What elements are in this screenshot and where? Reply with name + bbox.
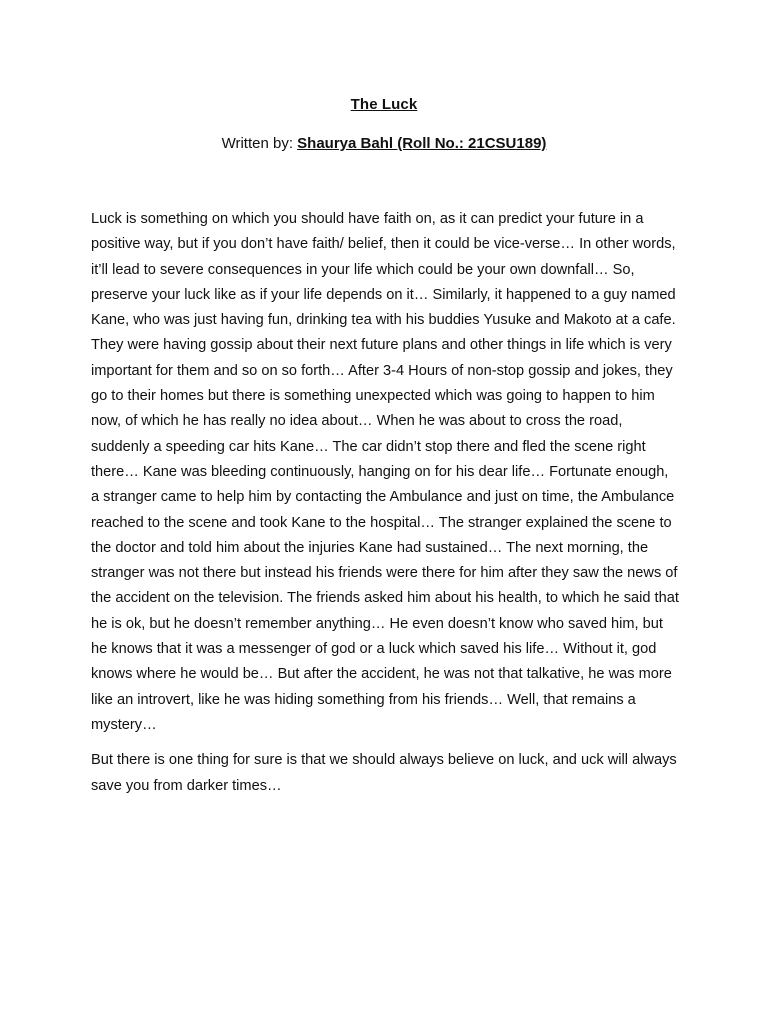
document-title: The Luck <box>350 96 418 113</box>
story-body <box>91 207 679 799</box>
byline-prefix: Written by: <box>221 135 298 152</box>
author-name: Shaurya Bahl (Roll No.: 21CSU189) <box>297 135 547 152</box>
byline <box>0 135 768 152</box>
paragraph-2: But there is one thing for sure is that we should always believe on luck, and uck will always save you from darker times… <box>91 752 677 794</box>
paragraph-1: Luck is something on which you should have faith on, as it can predict your future in a positive way, but if you don’t have faith/ belief, then it could be vice-verse… In other words, it’ll lead to severe consequences in your life which could be your own downfall… So, preserve your luck like as if your life depends on it… Similarly, it happened to a guy named Kane, who was just having fun, drinking tea with his buddies Yusuke and Makoto at a cafe. They were having gossip about their next future plans and other things in life which is very important for them and so on so forth… After 3-4 Hours of non-stop gossip and jokes, they go to their homes but there is something unexpected which was going to happen to him now, of which he has really no idea about… When he was about to cross the road, suddenly a speeding car hits Kane… The car didn’t stop there and fled the scene right there… Kane was bleeding continuously, hanging on for his dear life… Fortunate enough, a stranger came to help him by contacting the Ambulance and just on time, the Ambulance reached to the scene and took Kane to the hospital… The stranger explained the scene to the doctor and told him about the injuries Kane had sustained… The next morning, the stranger was not there but instead his friends were there for him after they saw the news of the accident on the television. The friends asked him about his health, to which he said that he is ok, but he doesn’t remember anything… He even doesn’t know who saved him, but he knows that it was a messenger of god or a luck which saved his life… Without it, god knows where he would be… But after the accident, he was not that talkative, he was more like an introvert, like he was hiding something from his friends… Well, that remains a mystery… <box>91 211 679 733</box>
